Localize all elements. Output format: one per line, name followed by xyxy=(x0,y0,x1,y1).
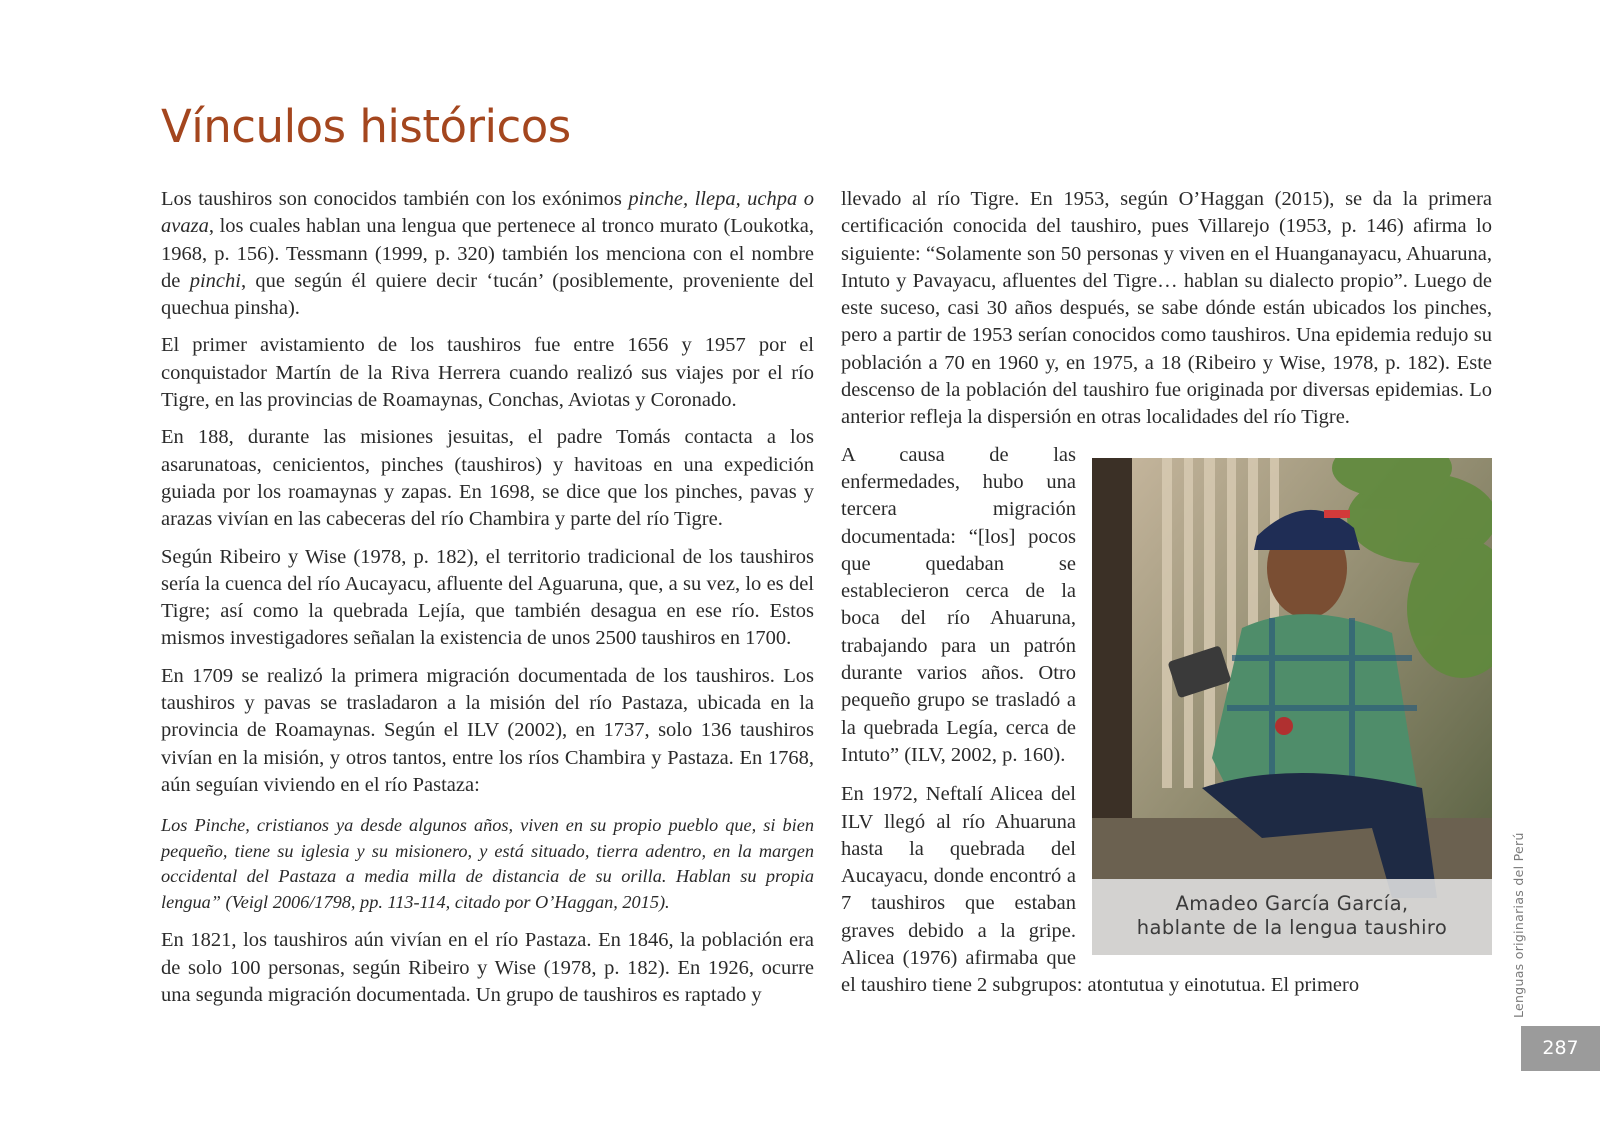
paragraph-alicea: En 1972, Neftalí Alicea del ILV llegó al río Ahuaruna hasta la quebrada del Aucayacu, donde encontró a 7 taushiros que estaban graves debido a la gripe. Alicea (1976) afirmaba que el taushiro tiene 2 subgrupos: atontutua y einotutua. El primero xyxy=(841,783,1360,997)
paragraph-third-migration: A causa de las enfermedades, hubo una tercera migración documentada: “[los] pocos que quedaban se establecieron cerca de la boca del río Ahuaruna, trabajando para un patrón durante varios años. Otro pequeño grupo se trasladó a la quebrada Legía, cerca de Intuto” (ILV, 2002, p. 160). xyxy=(841,443,1076,766)
italic-run: pinchi xyxy=(189,269,241,292)
right-column xyxy=(841,186,1492,1010)
paragraph-jesuit-missions: En 188, durante las misiones jesuitas, el padre Tomás contacta a los asarunatoas, cenicientos, pinches (taushiros) y havitoas en una expedición guiada por los roamaynas y zapas. En 1698, se dice que los pinches, pavas y arazas vivían en las cabeceras del río Chambira y parte del río Tigre. xyxy=(161,426,814,531)
left-column xyxy=(161,186,814,1019)
caption-name: Amadeo García García, xyxy=(1175,891,1409,915)
italic-run: pinche, llepa, uchpa o avaza xyxy=(161,188,815,238)
page-title: Vínculos históricos xyxy=(161,100,571,153)
paragraph-certification: llevado al río Tigre. En 1953, según O’Haggan (2015), se da la primera certificación conocida del taushiro, pues Villarejo (1953, p. 146) afirma lo siguiente: “Solamente son 50 personas y viven en el Huanganayacu, Ahuaruna, Intuto y Pavayacu, afluentes del Tigre… hablan su dialecto propio”. Luego de este suceso, casi 30 años después, se sabe dónde están ubicados los pinches, pero a partir de 1953 serían conocidos como taushiros. Una epidemia redujo su población a 70 en 1960 y, en 1975, a 18 (Ribeiro y Wise, 1978, p. 182). Este descenso de la población del taushiro fue originada por diversas epidemias. Lo anterior refleja la dispersión en otras localidades del río Tigre. xyxy=(841,188,1492,429)
speaker-photo xyxy=(1092,458,1492,955)
text-run: Los taushiros son conocidos también con los exónimos xyxy=(161,188,629,210)
paragraph-exonyms xyxy=(161,186,814,322)
page-number: 287 xyxy=(1521,1026,1600,1071)
paragraph-first-sighting: El primer avistamiento de los taushiros fue entre 1656 y 1957 por el conquistador Martín de la Riva Herrera cuando realizó sus viajes por el río Tigre, en las provincias de Roamaynas, Conchas, Aviotas y Coronado. xyxy=(161,334,814,412)
block-quote: Los Pinche, cristianos ya desde algunos años, viven en su propio pueblo que, si bien pequeño, tiene su iglesia y su misionero, y está situado, tierra adentro, en la margen occidental del Pastaza a media milla de distancia de su orilla. Hablan su propia lengua” (Veigl 2006/1798, pp. 113-114, citado por O’Haggan, 2015). xyxy=(161,815,814,912)
text-run: , los cuales hablan una lengua que pertenece al tronco murato (Loukotka, 1968, p. 156). Tessmann (1999, p. 320) también los menciona con el nombre de xyxy=(161,215,814,292)
text-run: , que según él quiere decir ‘tucán’ (posiblemente, proveniente del quechua pinsha). xyxy=(161,269,814,320)
paragraph-second-migration: En 1821, los taushiros aún vivían en el río Pastaza. En 1846, la población era de solo 100 personas, según Ribeiro y Wise (1978, p. 182). En 1926, ocurre una segunda migración documentada. Un grupo de taushiros es raptado y xyxy=(161,929,814,1006)
paragraph-first-migration: En 1709 se realizó la primera migración documentada de los taushiros. Los taushiros y pavas se trasladaron a la misión del río Pastaza, ubicada en la provincia de Roamaynas. Según el ILV (2002), en 1737, solo 136 taushiros vivían en la misión, y otros tantos, entre los ríos Chambira y Pastaza. En 1768, aún seguían viviendo en el río Pastaza: xyxy=(161,664,814,796)
book-title-vertical: Lenguas originarias del Perú xyxy=(1511,832,1526,1018)
photo-caption xyxy=(1092,879,1492,955)
caption-description: hablante de la lengua taushiro xyxy=(1136,915,1448,939)
paragraph-territory: Según Ribeiro y Wise (1978, p. 182), el territorio tradicional de los taushiros sería la cuenca del río Aucayacu, afluente del Aguaruna, que, a su vez, lo es del Tigre; así como la quebrada Lejía, que también desagua en ese río. Estos mismos investigadores señalan la existencia de unos 2500 taushiros en 1700. xyxy=(161,545,814,650)
